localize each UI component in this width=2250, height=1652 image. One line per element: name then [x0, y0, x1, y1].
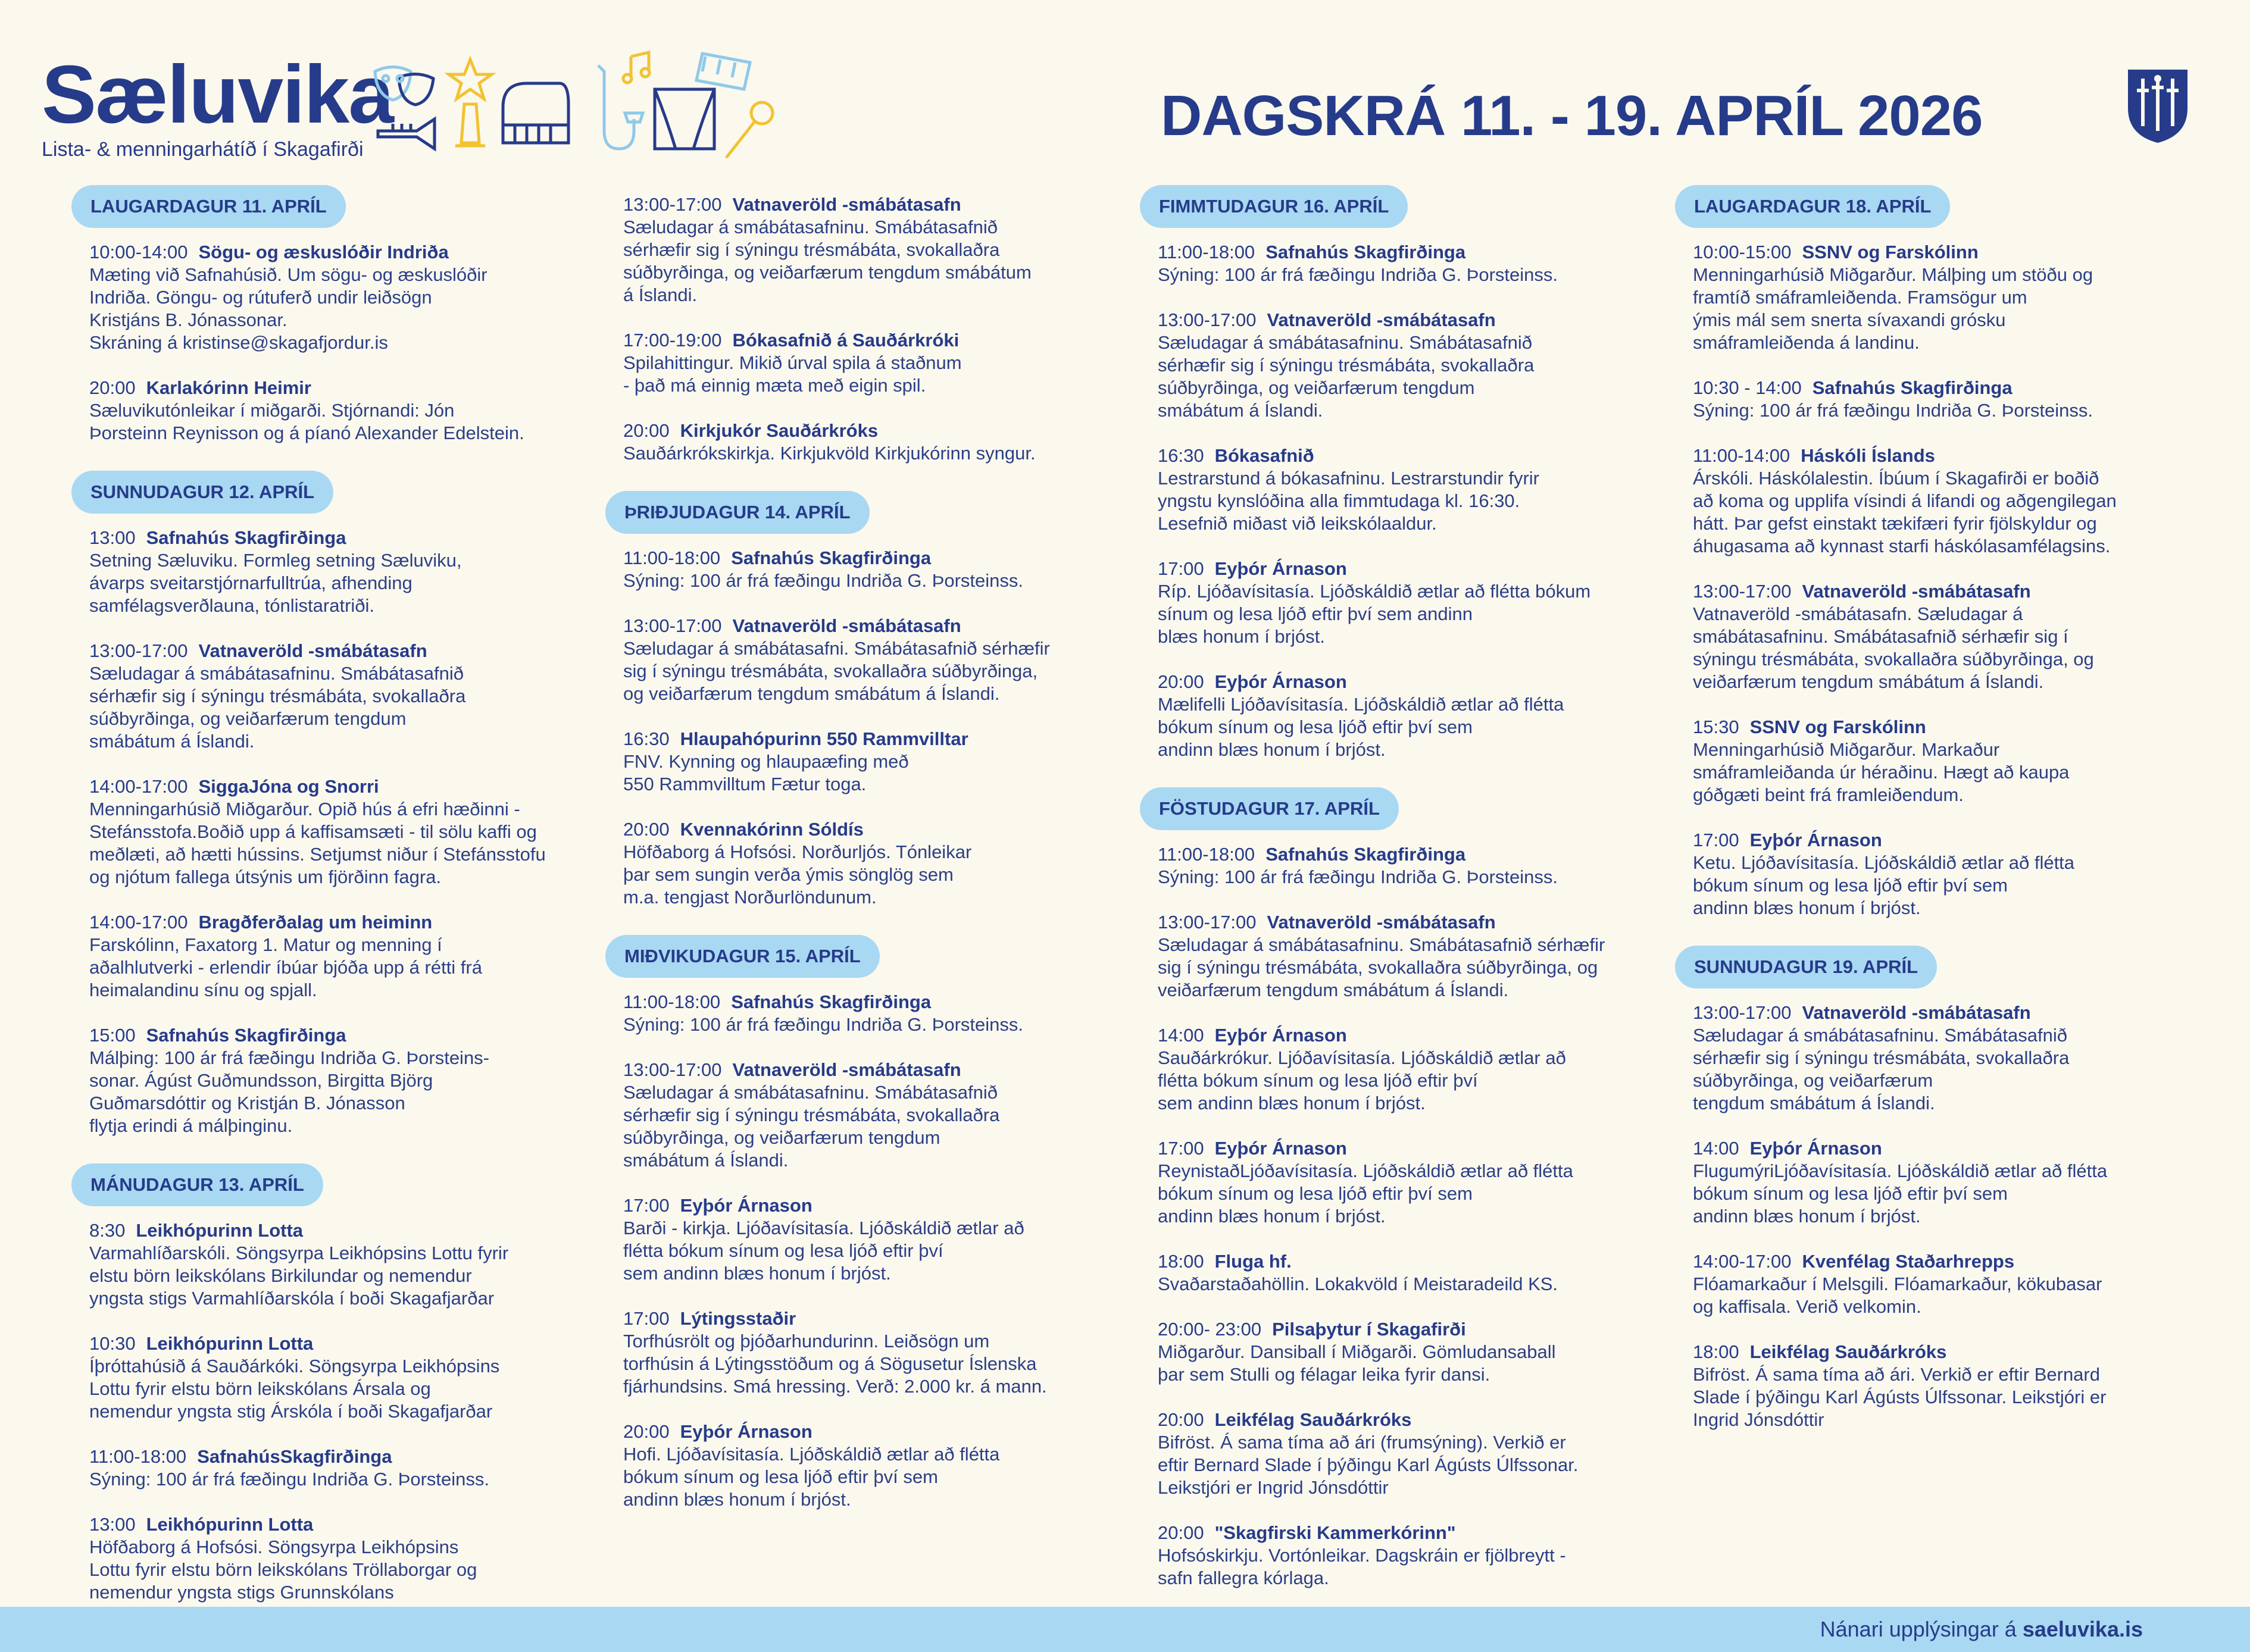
event-time: 20:00: [1158, 1409, 1204, 1430]
event-time: 10:30: [89, 1333, 136, 1354]
event-item: [623, 547, 1093, 592]
star-trophy-icon: [449, 60, 492, 146]
event-item: [623, 420, 1093, 465]
event-item: [1693, 829, 2163, 919]
film-clapper-icon: [696, 54, 750, 89]
event-description: Sauðárkrókskirkja. Kirkjukvöld Kirkjukórinn syngur.: [623, 443, 1036, 464]
event-description: Sæludagar á smábátasafninu. Smábátasafnið sérhæfir sig í sýningu trésmábáta, svokallaðra súðbyrðinga, og veiðarfærum tengdum smábátum á Íslandi.: [1158, 934, 1605, 1000]
day-label-sunday-12: SUNNUDAGUR 12. APRÍL: [71, 471, 333, 514]
event-description: Málþing: 100 ár frá fæðingu Indriða G. Þorsteins- sonar. Ágúst Guðmundsson, Birgitta Björg Guðmarsdóttir og Kristján B. Jónasson flytja erindi á málþinginu.: [89, 1047, 490, 1136]
trumpet-icon: [378, 119, 435, 149]
event-description: Sýning: 100 ár frá fæðingu Indriða G. Þorsteinss.: [1158, 866, 1558, 887]
event-time: 14:00-17:00: [89, 912, 188, 933]
event-description: Menningarhúsið Miðgarður. Opið hús á efri hæðinni - Stefánsstofa.Boðið upp á kaffisamsæti - til sölu kaffi og meðlæti, að hætti hússins. Setjumst niður í Stefánsstofu og njótum fallega útsýnis um fjörðinn fagra.: [89, 799, 546, 887]
event-description: Svaðarstaðahöllin. Lokakvöld í Meistaradeild KS.: [1158, 1274, 1558, 1294]
event-description: Farskólinn, Faxatorg 1. Matur og menning í aðalhlutverki - erlendir íbúar bjóða upp á rétti frá heimalandinu sínu og spjall.: [89, 934, 482, 1000]
event-item: [1693, 1002, 2163, 1115]
event-description: Spilahittingur. Mikið úrval spila á staðnum - það má einnig mæta með eigin spil.: [623, 352, 962, 396]
event-description: Sæludagar á smábátasafninu. Smábátasafnið sérhæfir sig í sýningu trésmábáta, svokallaðra súðbyrðinga, og veiðarfærum tengdum smábátum á Íslandi.: [1158, 332, 1535, 421]
event-place: Vatnaveröld -smábátasafn: [732, 194, 961, 215]
event-place: Safnahús Skagfirðinga: [1265, 242, 1466, 262]
event-description: Vatnaveröld -smábátasafn. Sæludagar á smábátasafninu. Smábátasafnið sérhæfir sig í sýningu trésmábáta, svokallaðra súðbyrðinga, og veiðarfærum tengdum smábátum á Íslandi.: [1693, 603, 2094, 692]
event-item: [1158, 671, 1628, 761]
event-time: 10:30 - 14:00: [1693, 377, 1802, 398]
event-place: Karlakórinn Heimir: [146, 377, 311, 398]
day-label-friday-17: FÖSTUDAGUR 17. APRÍL: [1140, 787, 1399, 830]
event-description: Bifröst. Á sama tíma að ári. Verkið er eftir Bernard Slade í þýðingu Karl Ágústs Úlfssonar. Leikstjóri er Ingrid Jónsdóttir: [1693, 1364, 2107, 1430]
day-label-wednesday-15: MIÐVIKUDAGUR 15. APRÍL: [605, 935, 880, 978]
event-item: [1693, 1341, 2163, 1431]
event-place: Leikhópurinn Lotta: [146, 1333, 314, 1354]
event-time: 13:00-17:00: [89, 640, 188, 661]
logo-title: Sæluvika: [42, 49, 393, 140]
event-time: 20:00: [1158, 1522, 1204, 1543]
event-description: Mælifelli Ljóðavísitasía. Ljóðskáldið ætlar að flétta bókum sínum og lesa ljóð eftir því sem andinn blæs honum í brjóst.: [1158, 694, 1564, 760]
event-time: 20:00: [623, 819, 670, 840]
event-place: Vatnaveröld -smábátasafn: [198, 640, 427, 661]
event-place: Eyþór Árnason: [1749, 1138, 1882, 1159]
event-item: [1158, 558, 1628, 648]
event-description: Hofsóskirkju. Vortónleikar. Dagskráin er fjölbreytt - safn fallegra kórlaga.: [1158, 1545, 1566, 1588]
event-time: 17:00: [623, 1195, 670, 1216]
crest-icon: [2125, 67, 2190, 144]
event-time: 11:00-18:00: [1158, 242, 1255, 262]
event-place: Eyþór Árnason: [1214, 1025, 1347, 1046]
event-description: Bifröst. Á sama tíma að ári (frumsýning). Verkið er eftir Bernard Slade í þýðingu Karl Ágústs Úlfssonar. Leikstjóri er Ingrid Jónsdóttir: [1158, 1432, 1579, 1498]
event-time: 13:00-17:00: [623, 615, 722, 636]
event-item: [623, 329, 1093, 397]
event-place: Fluga hf.: [1214, 1251, 1292, 1272]
event-item: [1158, 911, 1628, 1002]
event-time: 13:00-17:00: [1693, 1002, 1792, 1023]
event-time: 13:00-17:00: [1158, 912, 1257, 933]
event-description: Varmahlíðarskóli. Söngsyrpa Leikhópsins Lottu fyrir elstu börn leikskólans Birkilundar og nemendur yngsta stigs Varmahlíðarskóla í boði Skagafjarðar: [89, 1243, 509, 1309]
day-label-thursday-16: FIMMTUDAGUR 16. APRÍL: [1140, 185, 1408, 228]
event-description: Höfðaborg á Hofsósi. Söngsyrpa Leikhópsins Lottu fyrir elstu börn leikskólans Tröllaborgar og nemendur yngsta stigs Grunnskólans: [89, 1537, 477, 1603]
event-place: Bragðferðalag um heiminn: [198, 912, 433, 933]
event-place: Safnahús Skagfirðinga: [146, 1025, 346, 1046]
event-item: [89, 377, 560, 445]
event-item: [1693, 1137, 2163, 1228]
event-place: Safnahús Skagfirðinga: [146, 527, 346, 548]
day-label-monday-13: MÁNUDAGUR 13. APRÍL: [71, 1163, 323, 1206]
event-place: Kvennakórinn Sóldís: [680, 819, 864, 840]
saxophone-icon: [598, 65, 643, 149]
event-item: [89, 241, 560, 354]
event-item: [1693, 580, 2163, 693]
event-item: [1693, 716, 2163, 806]
event-description: Sæludagar á smábátasafninu. Smábátasafnið sérhæfir sig í sýningu trésmábáta, svokallaðra súðbyrðinga, og veiðarfærum tengdum smábátum á Íslandi.: [89, 663, 466, 752]
event-place: Vatnaveröld -smábátasafn: [1267, 309, 1496, 330]
event-time: 11:00-18:00: [1158, 844, 1255, 865]
event-place: SiggaJóna og Snorri: [198, 776, 379, 797]
event-item: [623, 1194, 1093, 1285]
festival-logo: [42, 49, 393, 161]
event-description: ReynistaðLjóðavísitasía. Ljóðskáldið ætlar að flétta bókum sínum og lesa ljóð eftir því sem andinn blæs honum í brjóst.: [1158, 1160, 1573, 1227]
event-place: Háskóli Íslands: [1801, 445, 1935, 466]
event-description: Sæludagar á smábátasafninu. Smábátasafnið sérhæfir sig í sýningu trésmábáta, svokallaðra súðbyrðinga, og veiðarfærum tengdum smábátum á Íslandi.: [623, 217, 1032, 305]
event-time: 13:00: [89, 527, 136, 548]
event-time: 11:00-18:00: [623, 547, 721, 568]
event-item: [1158, 843, 1628, 888]
footer: [0, 1607, 2250, 1652]
event-place: Leikfélag Sauðárkróks: [1214, 1409, 1412, 1430]
event-item: [1158, 1024, 1628, 1115]
event-description: Sýning: 100 ár frá fæðingu Indriða G. Þorsteinss.: [623, 570, 1024, 591]
event-place: Bókasafnið: [1214, 445, 1314, 466]
event-place: Vatnaveröld -smábátasafn: [732, 615, 961, 636]
event-place: Leikfélag Sauðárkróks: [1749, 1341, 1947, 1362]
logo-subtitle: Lista- & menningarhátíð í Skagafirði: [42, 138, 364, 161]
event-item: [1158, 1318, 1628, 1386]
event-time: 13:00-17:00: [1693, 581, 1792, 602]
event-item: [89, 640, 560, 753]
event-place: Eyþór Árnason: [680, 1421, 812, 1442]
event-place: Leikhópurinn Lotta: [136, 1220, 304, 1241]
event-description: Sýning: 100 ár frá fæðingu Indriða G. Þorsteinss.: [1158, 264, 1558, 285]
event-time: 17:00-19:00: [623, 330, 722, 351]
event-time: 14:00-17:00: [1693, 1251, 1792, 1272]
event-time: 13:00: [89, 1514, 136, 1535]
page-title: DAGSKRÁ 11. - 19. APRÍL 2026: [1161, 84, 1983, 148]
event-place: Pilsaþytur í Skagafirði: [1272, 1319, 1466, 1340]
event-description: Sæludagar á smábátasafni. Smábátasafnið sérhæfir sig í sýningu trésmábáta, svokallaðra súðbyrðinga, og veiðarfærum tengdum smábátum á Íslandi.: [623, 638, 1050, 704]
microphone-icon: [726, 102, 773, 158]
event-place: Vatnaveröld -smábátasafn: [732, 1059, 961, 1080]
event-item: [1693, 241, 2163, 354]
event-time: 17:00: [623, 1308, 670, 1329]
event-item: [89, 1219, 560, 1310]
event-time: 11:00-18:00: [89, 1446, 187, 1467]
event-place: SSNV og Farskólinn: [1802, 242, 1979, 262]
event-item: [1693, 445, 2163, 558]
event-time: 16:30: [1158, 445, 1204, 466]
event-time: 11:00-18:00: [623, 991, 721, 1012]
event-description: Menningarhúsið Miðgarður. Markaður smáframleiðanda úr héraðinu. Hægt að kaupa góðgæti beint frá framleiðendum.: [1693, 739, 2070, 805]
piano-icon: [503, 83, 568, 143]
event-place: Kvenfélag Staðarhrepps: [1802, 1251, 2015, 1272]
event-time: 13:00-17:00: [623, 194, 722, 215]
event-place: Safnahús Skagfirðinga: [731, 547, 932, 568]
event-time: 20:00: [1158, 671, 1204, 692]
event-item: [1158, 445, 1628, 535]
event-time: 17:00: [1158, 1138, 1204, 1159]
event-place: Lýtingsstaðir: [680, 1308, 796, 1329]
event-description: Ríp. Ljóðavísitasía. Ljóðskáldið ætlar að flétta bókum sínum og lesa ljóð eftir því sem andinn blæs honum í brjóst.: [1158, 581, 1591, 647]
event-item: [1158, 1522, 1628, 1590]
event-description: FNV. Kynning og hlaupaæfing með 550 Rammvilltum Fætur toga.: [623, 751, 909, 794]
event-item: [89, 1024, 560, 1137]
event-item: [623, 615, 1093, 705]
music-notes-icon: [623, 52, 649, 83]
event-description: Torfhúsrölt og þjóðarhundurinn. Leiðsögn um torfhúsin á Lýtingsstöðum og á Sögusetur Íslenska fjárhundsins. Smá hressing. Verð: 2.000 kr. á mann.: [623, 1331, 1047, 1397]
event-time: 14:00-17:00: [89, 776, 188, 797]
event-time: 16:30: [623, 728, 670, 749]
schedule-column-1: [71, 182, 560, 1649]
event-item: [1158, 309, 1628, 422]
event-description: Árskóli. Háskólalestin. Íbúum í Skagafirði er boðið að koma og upplifa vísindi á lifandi og aðgengilegan hátt. Þar gefst einstakt tækifæri fyrir fjölskyldur og áhugasama að kynnast starfi háskólasamfélagsins.: [1693, 468, 2117, 556]
event-description: Sýning: 100 ár frá fæðingu Indriða G. Þorsteinss.: [89, 1469, 490, 1490]
event-time: 15:30: [1693, 717, 1739, 737]
event-place: Safnahús Skagfirðinga: [1265, 844, 1466, 865]
event-description: Sauðárkrókur. Ljóðavísitasía. Ljóðskáldið ætlar að flétta bókum sínum og lesa ljóð eftir því sem andinn blæs honum í brjóst.: [1158, 1047, 1566, 1113]
event-time: 18:00: [1693, 1341, 1739, 1362]
event-place: "Skagfirski Kammerkórinn": [1214, 1522, 1456, 1543]
event-place: Eyþór Árnason: [1749, 830, 1882, 850]
event-item: [1158, 1250, 1628, 1296]
event-item: [1158, 241, 1628, 286]
event-description: Sæluvikutónleikar í miðgarði. Stjórnandi: Jón Þorsteinn Reynisson og á píanó Alexander Edelstein.: [89, 400, 524, 443]
event-description: Sýning: 100 ár frá fæðingu Indriða G. Þorsteinss.: [623, 1014, 1024, 1035]
event-item: [623, 991, 1093, 1036]
event-item: [89, 911, 560, 1002]
event-place: Vatnaveröld -smábátasafn: [1802, 1002, 2031, 1023]
event-time: 13:00-17:00: [1158, 309, 1257, 330]
event-time: 17:00: [1693, 830, 1739, 850]
event-item: [89, 527, 560, 617]
schedule-column-3: [1140, 182, 1628, 1612]
day-label-saturday-11: LAUGARDAGUR 11. APRÍL: [71, 185, 346, 228]
event-item: [623, 193, 1093, 306]
event-item: [623, 1307, 1093, 1398]
event-description: Ketu. Ljóðavísitasía. Ljóðskáldið ætlar að flétta bókum sínum og lesa ljóð eftir því sem andinn blæs honum í brjóst.: [1693, 852, 2075, 918]
event-item: [623, 728, 1093, 796]
event-place: Bókasafnið á Sauðárkróki: [732, 330, 960, 351]
event-place: Eyþór Árnason: [1214, 1138, 1347, 1159]
event-description: Sæludagar á smábátasafninu. Smábátasafnið sérhæfir sig í sýningu trésmábáta, svokallaðra súðbyrðinga, og veiðarfærum tengdum smábátum á Íslandi.: [623, 1082, 1000, 1171]
event-description: Barði - kirkja. Ljóðavísitasía. Ljóðskáldið ætlar að flétta bókum sínum og lesa ljóð eftir því sem andinn blæs honum í brjóst.: [623, 1218, 1024, 1284]
event-item: [623, 1059, 1093, 1172]
day-label-saturday-18: LAUGARDAGUR 18. APRÍL: [1675, 185, 1950, 228]
event-place: Safnahús Skagfirðinga: [1812, 377, 2012, 398]
event-time: 20:00: [89, 377, 136, 398]
event-time: 10:00-14:00: [89, 242, 188, 262]
event-time: 10:00-15:00: [1693, 242, 1792, 262]
event-item: [1158, 1137, 1628, 1228]
event-item: [89, 1332, 560, 1423]
event-description: Mæting við Safnahúsið. Um sögu- og æskuslóðir Indriða. Göngu- og rútuferð undir leiðsögn Kristjáns B. Jónassonar. Skráning á kristinse@skagafjordur.is: [89, 264, 488, 353]
event-time: 11:00-14:00: [1693, 445, 1790, 466]
schedule-column-4: [1675, 182, 2163, 1454]
event-time: 18:00: [1158, 1251, 1204, 1272]
event-item: [89, 775, 560, 888]
event-time: 20:00: [623, 420, 670, 441]
event-place: Eyþór Árnason: [680, 1195, 812, 1216]
event-time: 8:30: [89, 1220, 126, 1241]
event-place: Leikhópurinn Lotta: [146, 1514, 314, 1535]
event-place: Safnahús Skagfirðinga: [731, 991, 932, 1012]
event-item: [623, 1421, 1093, 1511]
footer-link[interactable]: saeluvika.is: [2022, 1617, 2143, 1641]
event-item: [1158, 1409, 1628, 1499]
event-place: Eyþór Árnason: [1214, 671, 1347, 692]
stage-curtain-icon: [655, 89, 714, 149]
event-item: [623, 818, 1093, 909]
event-description: Menningarhúsið Miðgarður. Málþing um stöðu og framtíð smáframleiðenda. Framsögur um ýmis mál sem snerta sívaxandi grósku smáframleiðenda á landinu.: [1693, 264, 2093, 353]
event-place: Sögu- og æskuslóðir Indriða: [198, 242, 449, 262]
event-time: 17:00: [1158, 558, 1204, 579]
theater-masks-icon: [375, 67, 433, 105]
event-description: Höfðaborg á Hofsósi. Norðurljós. Tónleikar þar sem sungin verða ýmis sönglög sem m.a. tengjast Norðurlöndunum.: [623, 841, 972, 908]
event-place: Vatnaveröld -smábátasafn: [1802, 581, 2031, 602]
event-time: 20:00- 23:00: [1158, 1319, 1262, 1340]
event-item: [1693, 1250, 2163, 1318]
event-description: Sæludagar á smábátasafninu. Smábátasafnið sérhæfir sig í sýningu trésmábáta, svokallaðra súðbyrðinga, og veiðarfærum tengdum smábátum á Íslandi.: [1693, 1025, 2070, 1113]
event-place: Hlaupahópurinn 550 Rammvilltar: [680, 728, 968, 749]
festival-icons: [369, 48, 786, 167]
event-description: Setning Sæluviku. Formleg setning Sæluviku, ávarps sveitarstjórnarfulltrúa, afhending samfélagsverðlauna, tónlistaratriði.: [89, 550, 462, 616]
event-description: Íþróttahúsið á Sauðárkóki. Söngsyrpa Leikhópsins Lottu fyrir elstu börn leikskólans Ársala og nemendur yngsta stig Árskóla í boði Skagafjarðar: [89, 1356, 500, 1422]
event-description: Miðgarður. Dansiball í Miðgarði. Gömludansaball þar sem Stulli og félagar leika fyrir dansi.: [1158, 1341, 1556, 1385]
event-time: 15:00: [89, 1025, 136, 1046]
event-time: 13:00-17:00: [623, 1059, 722, 1080]
event-item: [89, 1446, 560, 1491]
event-description: FlugumýriLjóðavísitasía. Ljóðskáldið ætlar að flétta bókum sínum og lesa ljóð eftir því sem andinn blæs honum í brjóst.: [1693, 1160, 2108, 1227]
footer-text: Nánari upplýsingar á: [1820, 1617, 2023, 1641]
day-label-tuesday-14: ÞRIÐJUDAGUR 14. APRÍL: [605, 491, 870, 534]
event-time: 14:00: [1158, 1025, 1204, 1046]
event-place: SafnahúsSkagfirðinga: [197, 1446, 392, 1467]
event-place: Kirkjukór Sauðárkróks: [680, 420, 879, 441]
event-time: 14:00: [1693, 1138, 1739, 1159]
event-time: 20:00: [623, 1421, 670, 1442]
day-label-sunday-19: SUNNUDAGUR 19. APRÍL: [1675, 946, 1937, 988]
event-description: Hofi. Ljóðavísitasía. Ljóðskáldið ætlar að flétta bókum sínum og lesa ljóð eftir því sem andinn blæs honum í brjóst.: [623, 1444, 1000, 1510]
event-description: Flóamarkaður í Melsgili. Flóamarkaður, kökubasar og kaffisala. Verið velkomin.: [1693, 1274, 2102, 1317]
event-place: SSNV og Farskólinn: [1749, 717, 1926, 737]
event-place: Vatnaveröld -smábátasafn: [1267, 912, 1496, 933]
event-place: Eyþór Árnason: [1214, 558, 1347, 579]
event-description: Lestrarstund á bókasafninu. Lestrarstundir fyrir yngstu kynslóðina alla fimmtudaga kl. 16:30. Lesefnið miðast við leikskólaaldur.: [1158, 468, 1539, 534]
schedule-column-2: [605, 193, 1093, 1534]
event-item: [1693, 377, 2163, 422]
event-description: Sýning: 100 ár frá fæðingu Indriða G. Þorsteinss.: [1693, 400, 2093, 421]
